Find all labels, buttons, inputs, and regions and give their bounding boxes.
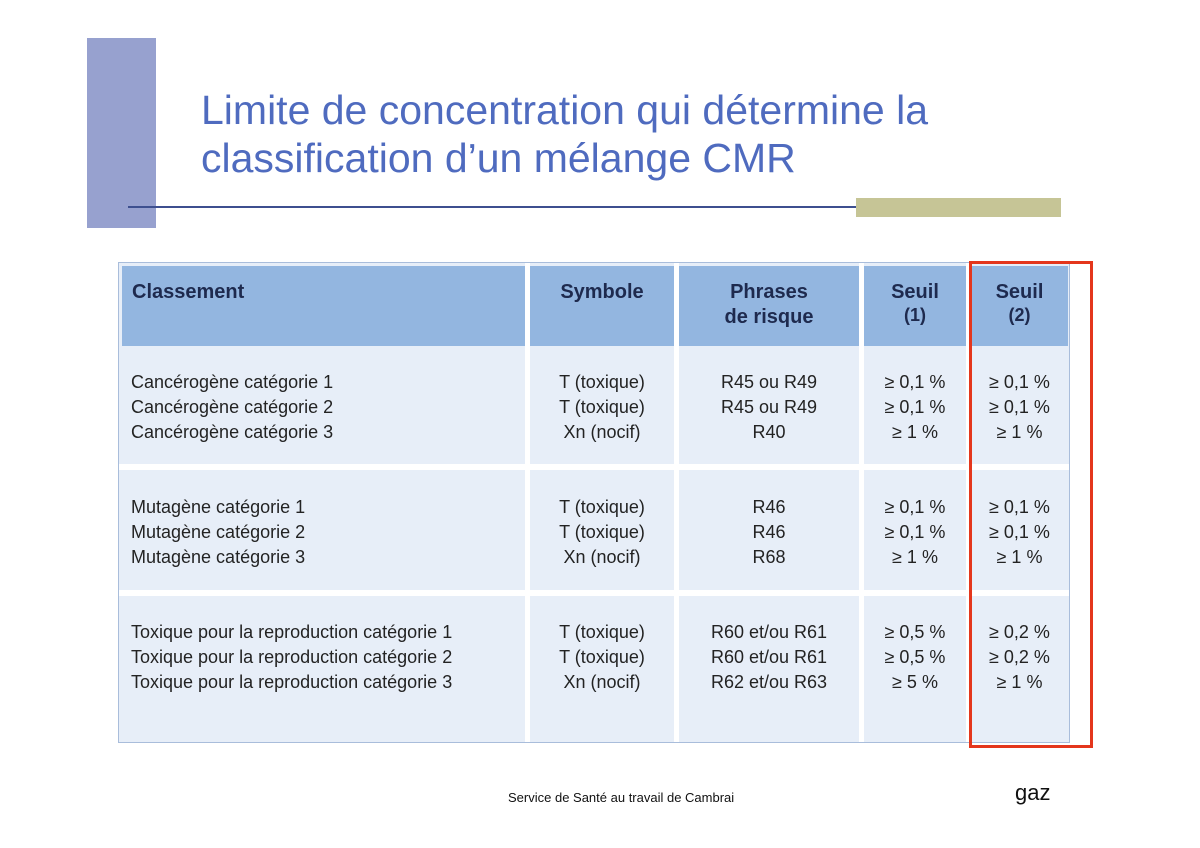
header-classement [122,266,525,346]
table-cell: R68 [752,547,786,567]
table-cell: Toxique pour la reproduction catégorie 2 [131,647,453,667]
title-underline-accent [856,198,1061,217]
group-3-symbole [530,620,674,695]
group-1-seuil-1 [864,370,966,445]
group-2-seuil-1 [864,495,966,570]
table-cell: ≥ 0,1 % [989,522,1050,542]
group-1-symbole [530,370,674,445]
table-cell: ≥ 1 % [996,672,1043,692]
table-cell: Cancérogène catégorie 3 [131,422,334,442]
table-cell: R46 [752,497,786,517]
table-cell: R60 et/ou R61 [710,622,828,642]
table-cell: ≥ 1 % [996,547,1043,567]
header-phrases-line2: de risque [724,306,814,328]
group-2-symbole [530,495,674,570]
header-seuil-1 [864,266,966,346]
table-cell: Toxique pour la reproduction catégorie 3 [131,672,453,692]
table-cell: T (toxique) [559,497,645,517]
table-cell: R45 ou R49 [720,397,818,417]
header-seuil-1-line2: (1) [904,305,926,325]
header-seuil-2-line2: (2) [1008,305,1031,325]
table-cell: Cancérogène catégorie 1 [131,372,334,392]
table-cell: ≥ 0,2 % [989,622,1050,642]
group-separator [119,464,1069,470]
table-cell: ≥ 0,1 % [989,397,1050,417]
header-classement-label: Classement [132,281,245,303]
cmr-table [118,262,1070,743]
table-cell: R45 ou R49 [720,372,818,392]
table-cell: ≥ 1 % [892,422,938,442]
table-cell: Mutagène catégorie 3 [131,547,306,567]
table-cell: T (toxique) [559,372,645,392]
group-2-phrases [679,495,859,570]
slide-title [201,86,1101,182]
header-seuil-2-line1: Seuil [995,281,1044,303]
table-cell: T (toxique) [559,622,645,642]
table-cell: ≥ 0,1 % [884,497,946,517]
table-cell: ≥ 0,1 % [884,372,946,392]
group-3-phrases [679,620,859,695]
table-cell: T (toxique) [559,397,645,417]
table-cell: Mutagène catégorie 2 [131,522,306,542]
footer-author: gaz [1015,780,1051,805]
group-1-phrases [679,370,859,445]
table-cell: Xn (nocif) [563,547,641,567]
table-cell: R46 [752,522,786,542]
group-2-classement [131,495,305,570]
table-cell: Xn (nocif) [563,672,641,692]
header-phrases-line1: Phrases [730,281,808,303]
table-cell: ≥ 0,5 % [884,622,946,642]
table-cell: T (toxique) [559,647,645,667]
accent-bar [87,38,156,228]
table-cell: Mutagène catégorie 1 [131,497,306,517]
table-cell: ≥ 0,1 % [884,397,946,417]
table-cell: R40 [752,422,786,442]
group-3-classement [131,620,452,695]
table-cell: ≥ 5 % [892,672,938,692]
title-line-1: Limite de concentration qui détermine la [201,87,929,133]
table-cell: ≥ 0,1 % [989,372,1050,392]
table-cell: R62 et/ou R63 [710,672,828,692]
header-symbole [530,266,674,346]
title-line-2: classification d’un mélange CMR [201,135,796,181]
table-cell: T (toxique) [559,522,645,542]
footer-service: Service de Santé au travail de Cambrai [508,790,735,805]
group-separator [119,590,1069,596]
table-cell: ≥ 1 % [892,547,938,567]
table-cell: Toxique pour la reproduction catégorie 1 [131,622,453,642]
table-cell: ≥ 0,5 % [884,647,946,667]
header-symbole-label: Symbole [560,281,644,303]
header-seuil-1-line1: Seuil [891,281,939,303]
table-cell: Cancérogène catégorie 2 [131,397,334,417]
table-cell: Xn (nocif) [563,422,641,442]
group-3-seuil-1 [864,620,966,695]
table-cell: ≥ 0,1 % [989,497,1050,517]
table-cell: ≥ 1 % [996,422,1043,442]
table-cell: R60 et/ou R61 [710,647,828,667]
header-phrases [679,266,859,346]
group-1-classement [131,370,333,445]
table-cell: ≥ 0,2 % [989,647,1050,667]
table-cell: ≥ 0,1 % [884,522,946,542]
seuil-2-highlight-box [969,261,1093,748]
